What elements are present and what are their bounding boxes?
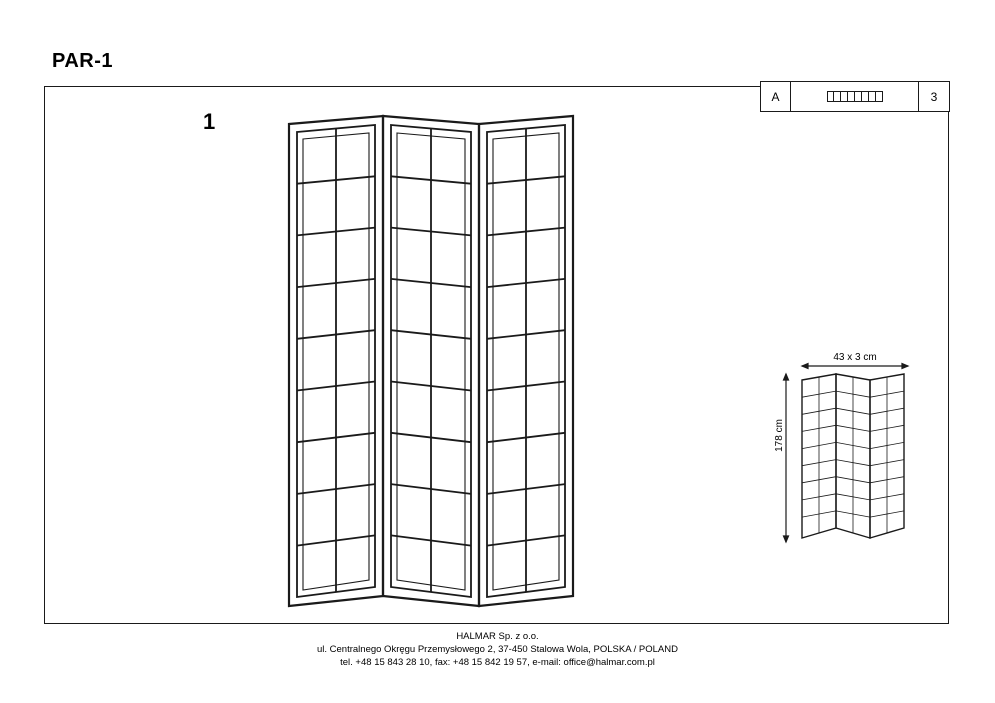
parts-table-icon-cell bbox=[791, 82, 919, 111]
width-dimension-label: 43 x 3 cm bbox=[833, 352, 877, 363]
footer bbox=[0, 630, 995, 669]
step-number: 1 bbox=[203, 109, 216, 134]
parts-table bbox=[760, 81, 950, 112]
height-dimension-label: 178 cm bbox=[773, 419, 785, 452]
room-divider-small-illustration bbox=[798, 368, 916, 543]
room-divider-illustration bbox=[283, 110, 623, 610]
dimension-diagram bbox=[766, 352, 916, 552]
parts-table-letter: A bbox=[761, 82, 791, 111]
hinge-fitting-icon bbox=[827, 91, 883, 102]
footer-address: ul. Centralnego Okręgu Przemysłowego 2, 37-450 Stalowa Wola, POLSKA / POLAND bbox=[316, 644, 678, 655]
footer-contact: tel. +48 15 843 28 10, fax: +48 15 842 19 57, e-mail: office@halmar.com.pl bbox=[340, 657, 655, 668]
parts-table-quantity: 3 bbox=[930, 89, 938, 104]
page-title: PAR-1 bbox=[52, 50, 114, 72]
footer-company: HALMAR Sp. z o.o. bbox=[456, 631, 539, 642]
